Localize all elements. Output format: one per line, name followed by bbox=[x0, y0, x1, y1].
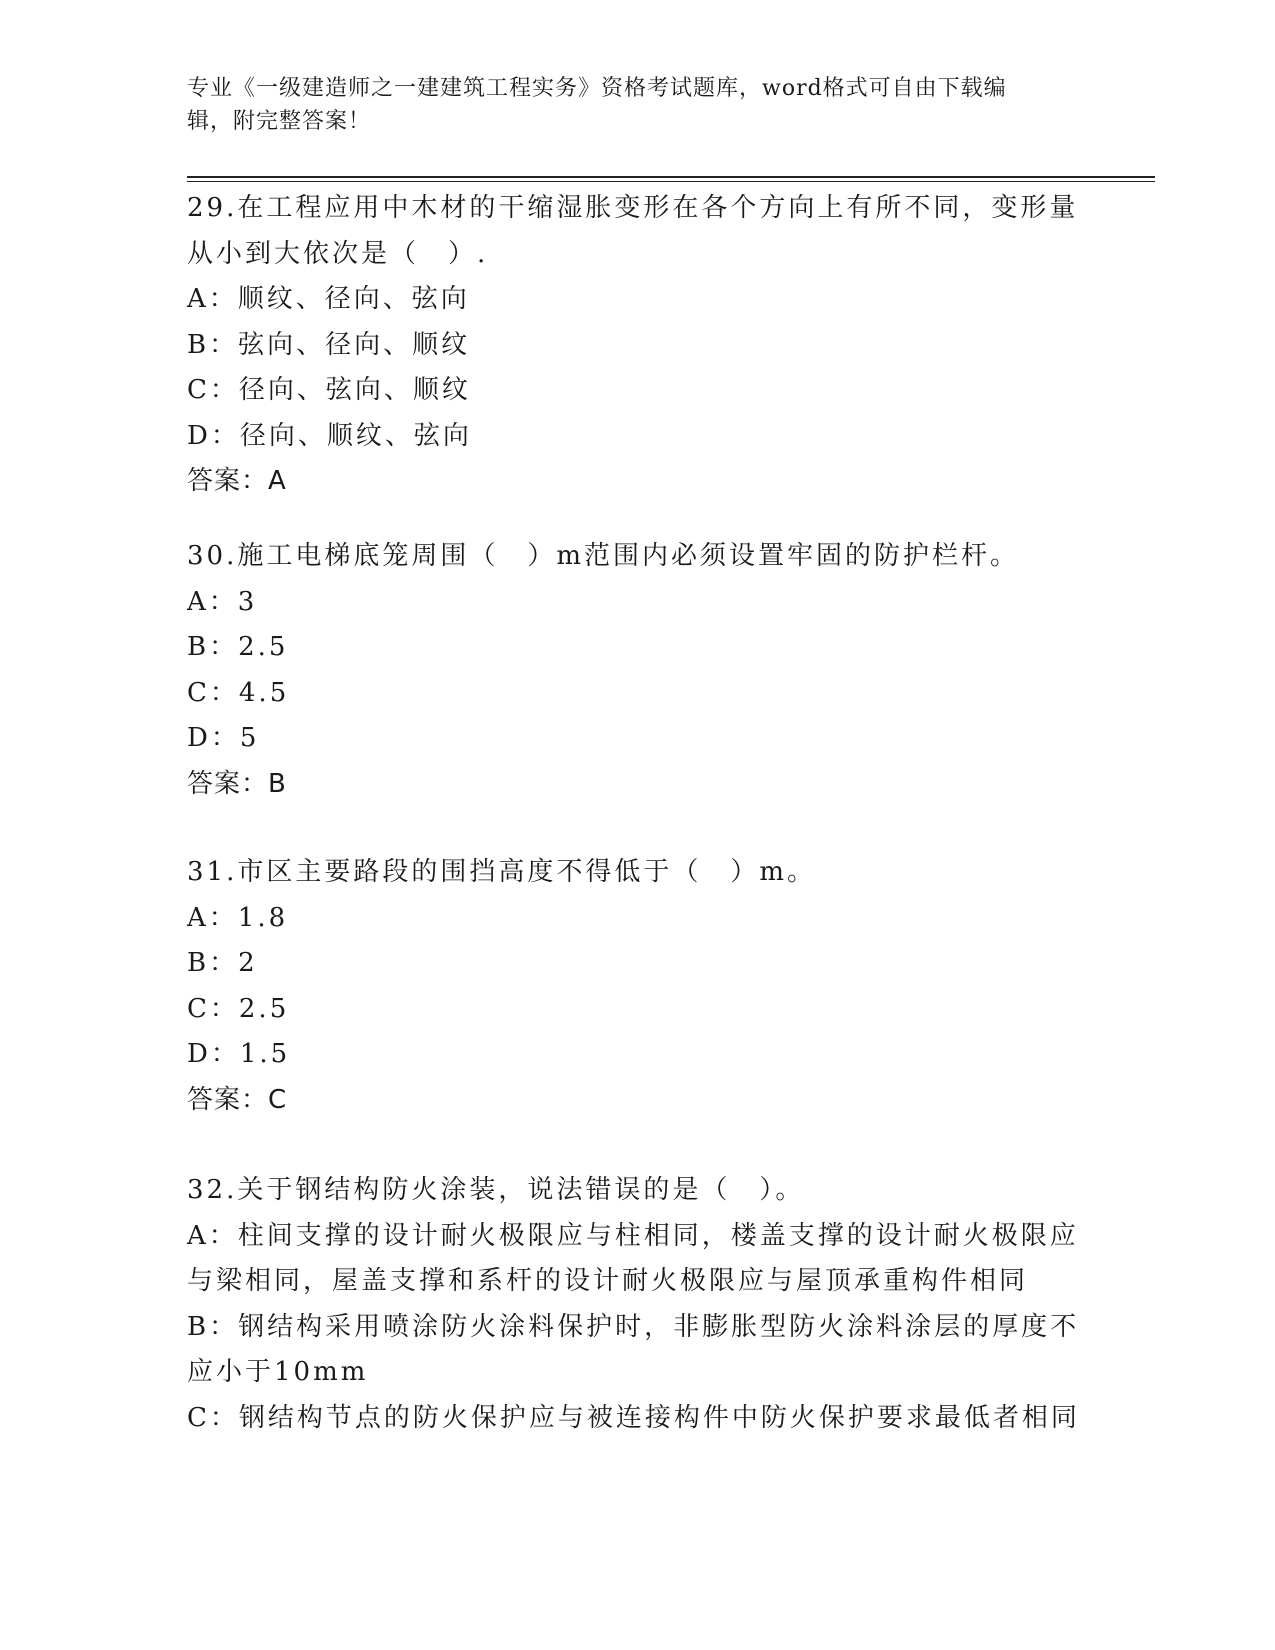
option-a-continued: 与梁相同，屋盖支撑和系杆的设计耐火极限应与屋顶承重构件相同 bbox=[187, 1266, 1029, 1296]
option-a: A：1.8 bbox=[187, 902, 289, 933]
option-c: C：径向、弦向、顺纹 bbox=[187, 375, 471, 405]
option-a: A：柱间支撑的设计耐火极限应与柱相同，楼盖支撑的设计耐火极限应 bbox=[187, 1220, 1079, 1251]
option-d: D：5 bbox=[187, 723, 260, 753]
option-b: B：钢结构采用喷涂防火涂料保护时，非膨胀型防火涂料涂层的厚度不 bbox=[187, 1311, 1080, 1342]
option-c: C：钢结构节点的防火保护应与被连接构件中防火保护要求最低者相同 bbox=[187, 1402, 1080, 1433]
answer: 答案：C bbox=[187, 1084, 288, 1115]
question-32 bbox=[187, 1168, 1087, 1441]
option-c: C：2.5 bbox=[187, 993, 290, 1024]
option-a: A：顺纹、径向、弦向 bbox=[187, 284, 470, 314]
option-b: B：2 bbox=[187, 948, 258, 978]
answer: 答案：A bbox=[187, 466, 287, 496]
question-stem: 29.在工程应用中木材的干缩湿胀变形在各个方向上有所不同，变形量 bbox=[187, 193, 1079, 223]
header-divider-thin bbox=[187, 181, 1155, 182]
question-29 bbox=[187, 186, 1087, 505]
header-line-1: 专业《一级建造师之一建建筑工程实务》资格考试题库，word格式可自由下载编 bbox=[187, 76, 1007, 101]
option-b: B：弦向、径向、顺纹 bbox=[187, 329, 471, 360]
question-stem: 从小到大依次是（ ）. bbox=[187, 238, 489, 269]
question-31 bbox=[187, 850, 1087, 1123]
option-b: B：2.5 bbox=[187, 632, 289, 662]
answer: 答案：B bbox=[187, 768, 287, 799]
header-divider-thick bbox=[187, 176, 1155, 178]
question-stem: 31.市区主要路段的围挡高度不得低于（ ）m。 bbox=[187, 857, 817, 887]
option-d: D：1.5 bbox=[187, 1039, 291, 1069]
question-30 bbox=[187, 534, 1087, 807]
option-b-continued: 应小于10mm bbox=[187, 1357, 369, 1387]
question-stem: 30.施工电梯底笼周围（ ）m范围内必须设置牢固的防护栏杆。 bbox=[187, 541, 1020, 571]
question-stem: 32.关于钢结构防火涂装，说法错误的是（ ）。 bbox=[187, 1175, 805, 1205]
option-c: C：4.5 bbox=[187, 677, 290, 708]
option-d: D：径向、顺纹、弦向 bbox=[187, 420, 472, 451]
header-line-2: 辑，附完整答案！ bbox=[187, 109, 372, 134]
option-a: A：3 bbox=[187, 586, 258, 617]
document-header bbox=[187, 72, 1067, 138]
